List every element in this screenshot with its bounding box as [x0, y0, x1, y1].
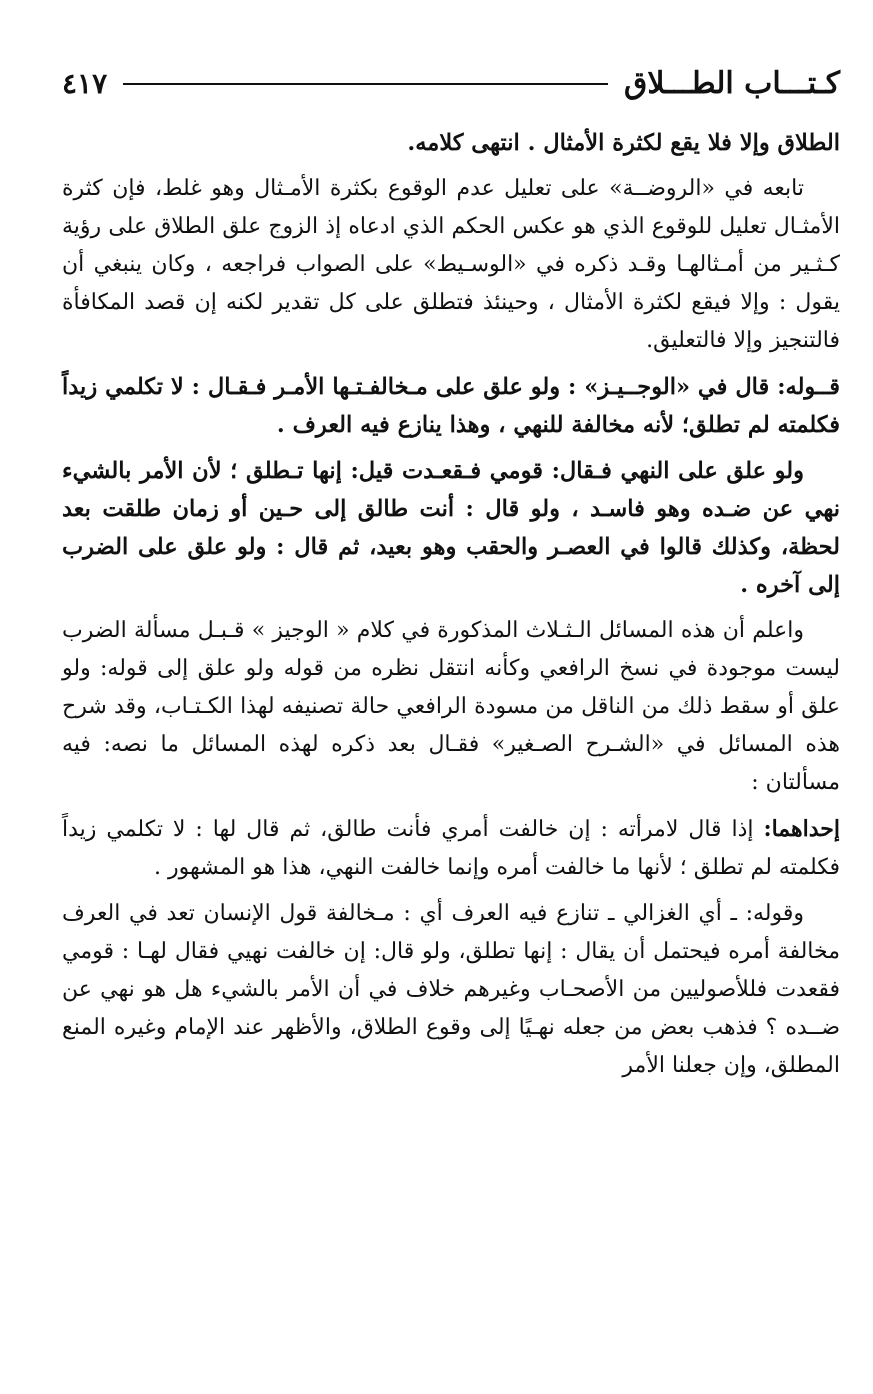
- running-title: كـتـــاب الطـــلاق: [624, 66, 840, 101]
- document-page: [62, 58, 840, 1358]
- paragraph-6: [62, 810, 840, 887]
- page-body: [62, 124, 840, 1085]
- page-number: ٤١٧: [62, 67, 108, 100]
- paragraph-6-lead: إحداهما:: [763, 816, 840, 842]
- paragraph-7: وقوله: ـ أي الغزالي ـ تنازع فيه العرف أي : مـخالفة قول الإنسان تعد في العرف مخالفة أمره فيحتمل أن يقال : إنها تطلق، ولو قال: إن خالفت نهيي فقال لهـا : قومي فقعدت فللأصوليين من الأصحـاب وغيرهم خلاف في أن الأمر بالشيء هل هو نهي عن ضــده ؟ فذهب بعض من جعله نهـيًا إلى وقوع الطلاق، والأظهر عند الإمام وغيره المنع المطلق، وإن جعلنا الأمر: [62, 901, 841, 1078]
- page-header: [62, 58, 840, 110]
- paragraph-2: تابعه في «الروضــة» على تعليل عدم الوقوع بكثرة الأمـثال وهو غلط، فإن كثرة الأمثـال تعليل للوقوع الذي هو عكس الحكم الذي ادعاه إذ الزوج علق الطلاق على رؤية كـثـير من أمـثالهـا وقـد ذكره في «الوسـيط» على الصواب فراجعه ، وكان ينبغي أن يقول : وإلا فيقع لكثرة الأمثال ، وحينئذ فتطلق على كل تقدير لكنه إن قصد المكافأة فالتنجيز وإلا فالتعليق.: [62, 176, 840, 353]
- paragraph-5: واعلم أن هذه المسائل الـثـلاث المذكورة في كلام « الوجيز » قـبـل مسألة الضرب ليست موجودة في نسخ الرافعي وكأنه انتقل نظره من قوله ولو علق إلى قوله: ولو علق أو سقط ذلك من الناقل من مسودة الرافعي حالة تصنيفه لهذا الكـتـاب، وقد شرح هذه المسائل في «الشـرح الصـغير» فقـال بعد ذكره لهذه المسائل ما نصه: فيه مسألتان :: [62, 618, 840, 795]
- paragraph-3: قــوله: قال في «الوجــيـز» : ولو علق على مـخالفـتـها الأمـر فـقـال : لا تكلمي زيداً فكلمته لم تطلق؛ لأنه مخالفة للنهي ، وهذا ينازع فيه العرف .: [62, 374, 840, 438]
- header-rule: [123, 83, 608, 85]
- paragraph-1: الطلاق وإلا فلا يقع لكثرة الأمثال . انتهى كلامه.: [407, 130, 840, 156]
- paragraph-6-text: إذا قال لامرأته : إن خالفت أمري فأنت طالق، ثم قال لها : لا تكلمي زيداً فكلمته لم تطلق ؛ لأنها ما خالفت أمره وإنما خالفت النهي، هذا هو المشهور .: [62, 817, 840, 880]
- paragraph-4: ولو علق على النهي فـقال: قومي فـقعـدت قيل: إنها تـطلق ؛ لأن الأمر بالشيء نهي عن ضـده وهو فاسـد ، ولو قال : أنت طالق إلى حـين أو زمان طلقت بعد لحظة، وكذلك قالوا في العصـر والحقب وهو بعيد، ثم قال : ولو علق على الضرب إلى آخره .: [62, 458, 840, 598]
